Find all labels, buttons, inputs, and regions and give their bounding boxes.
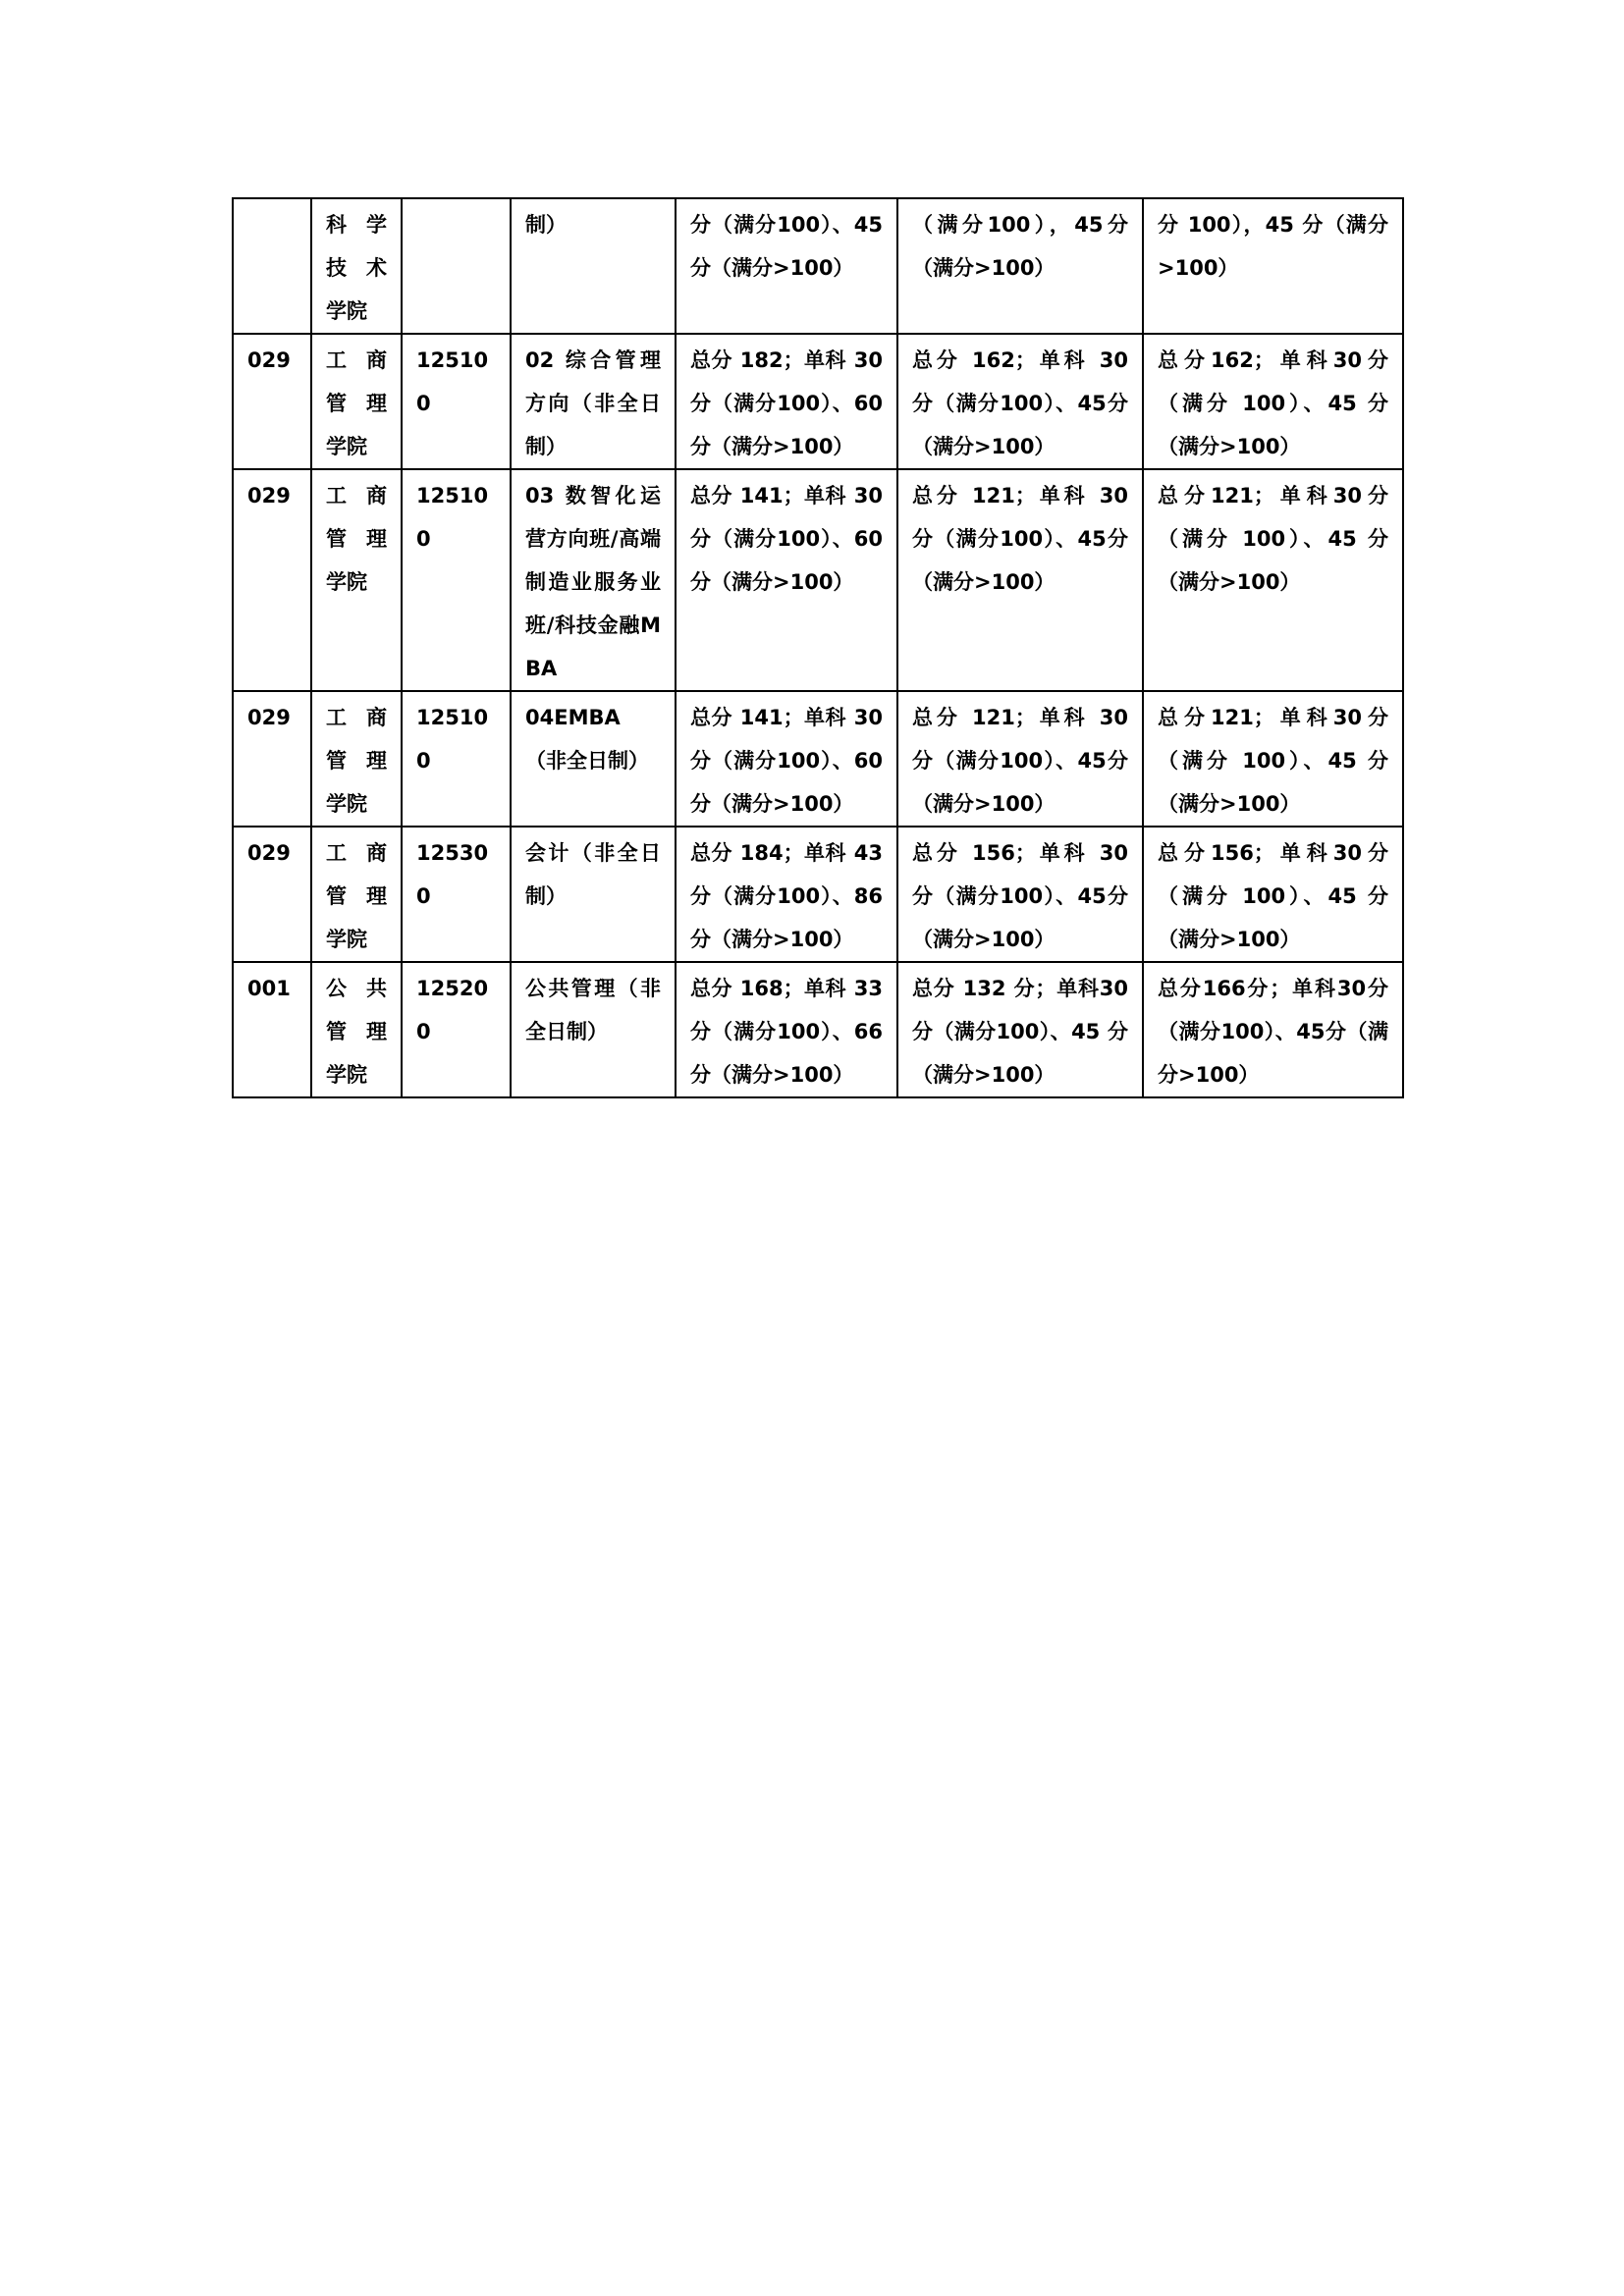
major-code-cell: 125100 [402,469,511,691]
major-code-cell: 125200 [402,962,511,1097]
college-cell: 科学技术学院 [311,198,402,334]
score-line-c-cell: 分 100），45 分（满分>100） [1143,198,1403,334]
direction-cell: 制） [511,198,676,334]
direction-cell: 公共管理（非全日制） [511,962,676,1097]
direction-cell: 会计（非全日制） [511,827,676,962]
major-code-cell: 125300 [402,827,511,962]
unit-code-cell [233,198,311,334]
table-row [233,198,1403,334]
score-line-b-cell: 总分 162；单科 30 分（满分100）、45分（满分>100） [897,334,1143,469]
score-line-b-cell: 总分 121；单科 30 分（满分100）、45分（满分>100） [897,691,1143,827]
unit-code-cell: 029 [233,827,311,962]
score-line-c-cell: 总分162；单科30分（满分 100）、45 分（满分>100） [1143,334,1403,469]
score-line-c-cell: 总分121；单科30分（满分 100）、45 分（满分>100） [1143,469,1403,691]
college-cell: 工商管理学院 [311,827,402,962]
table-row [233,469,1403,691]
college-cell: 工商管理学院 [311,691,402,827]
score-line-a-cell: 总分 182；单科 30 分（满分100）、60 分（满分>100） [676,334,897,469]
score-line-c-cell: 总分156；单科30分（满分 100）、45 分（满分>100） [1143,827,1403,962]
college-cell: 工商管理学院 [311,469,402,691]
college-cell: 公共管理学院 [311,962,402,1097]
table-row [233,827,1403,962]
direction-cell: 02 综合管理方向（非全日制） [511,334,676,469]
table-row [233,691,1403,827]
table-row [233,334,1403,469]
college-cell: 工商管理学院 [311,334,402,469]
score-line-a-cell: 总分 184；单科 43 分（满分100）、86 分（满分>100） [676,827,897,962]
score-line-table [232,197,1404,1098]
unit-code-cell: 001 [233,962,311,1097]
score-line-a-cell: 总分 141；单科 30 分（满分100）、60 分（满分>100） [676,691,897,827]
score-line-b-cell: 总分 132 分；单科30 分（满分100）、45 分（满分>100） [897,962,1143,1097]
score-line-c-cell: 总分121；单科30分（满分 100）、45 分（满分>100） [1143,691,1403,827]
table-row [233,962,1403,1097]
direction-cell: 04EMBA（非全日制） [511,691,676,827]
score-line-a-cell: 总分 141；单科 30 分（满分100）、60 分（满分>100） [676,469,897,691]
unit-code-cell: 029 [233,334,311,469]
unit-code-cell: 029 [233,469,311,691]
direction-cell: 03 数智化运营方向班/高端制造业服务业班/科技金融MBA [511,469,676,691]
major-code-cell [402,198,511,334]
major-code-cell: 125100 [402,691,511,827]
major-code-cell: 125100 [402,334,511,469]
score-line-b-cell: 总分 156；单科 30 分（满分100）、45分（满分>100） [897,827,1143,962]
score-line-a-cell: 分（满分100）、45分（满分>100） [676,198,897,334]
score-line-a-cell: 总分 168；单科 33 分（满分100）、66 分（满分>100） [676,962,897,1097]
score-line-b-cell: 总分 121；单科 30 分（满分100）、45分（满分>100） [897,469,1143,691]
score-line-b-cell: （满分100），45分（满分>100） [897,198,1143,334]
unit-code-cell: 029 [233,691,311,827]
score-line-c-cell: 总分166分；单科30分（满分100）、45分（满分>100） [1143,962,1403,1097]
